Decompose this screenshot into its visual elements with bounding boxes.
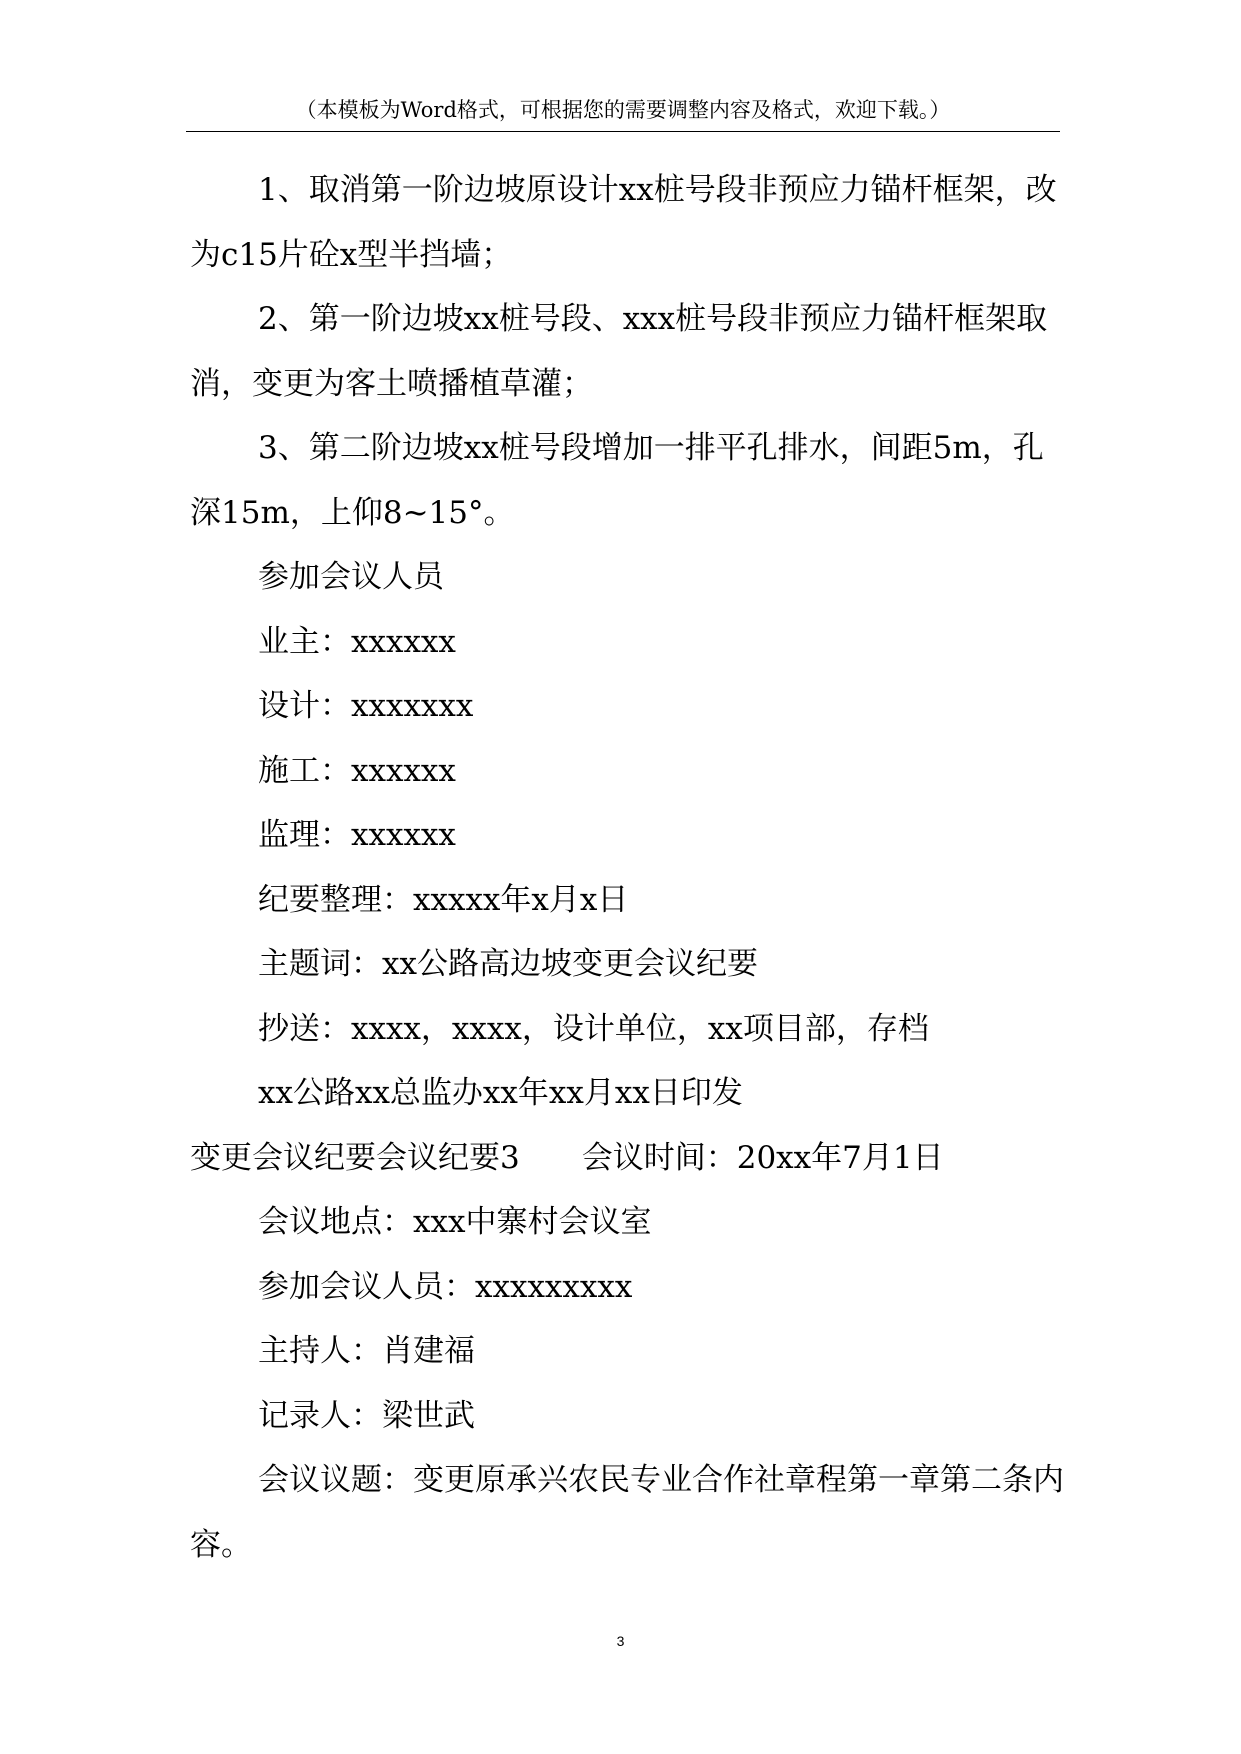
- meeting-location: 会议地点：xxx中寨村会议室: [258, 1204, 652, 1240]
- meeting-attendees: 参加会议人员：xxxxxxxxx: [258, 1268, 633, 1305]
- paragraph-item-2: 2、第一阶边坡xx桩号段、xxx桩号段非预应力锚杆框架取消，变更为客土喷播植草灌；: [190, 301, 1048, 402]
- meeting-topic: 会议议题：变更原承兴农民专业合作社章程第一章第二条内容。: [190, 1462, 1064, 1563]
- attendee-construction: 施工：xxxxxx: [258, 752, 456, 789]
- header-divider: [186, 131, 1060, 132]
- attendee-design: 设计：xxxxxxx: [258, 688, 474, 724]
- attendee-supervision: 监理：xxxxxx: [258, 817, 456, 853]
- carbon-copy: 抄送：xxxx，xxxx，设计单位，xx项目部，存档: [258, 1010, 929, 1047]
- page-number: 3: [616, 1633, 625, 1649]
- document-body: [190, 158, 1070, 1577]
- issued-by: xx公路xx总监办xx年xx月xx日印发: [258, 1075, 743, 1111]
- meeting-recorder: 记录人：梁世武: [258, 1397, 475, 1434]
- subject-keywords: 主题词：xx公路高边坡变更会议纪要: [258, 946, 758, 982]
- meeting-host: 主持人：肖建福: [258, 1333, 475, 1369]
- minutes-compiled-date: 纪要整理：xxxxx年x月x日: [258, 881, 629, 918]
- paragraph-item-3: 3、第二阶边坡xx桩号段增加一排平孔排水，间距5m，孔深15m，上仰8~15°。: [190, 430, 1044, 531]
- attendees-heading: 参加会议人员: [258, 559, 444, 595]
- page-header-note: （本模板为Word格式，可根据您的需要调整内容及格式，欢迎下载。）: [295, 98, 951, 122]
- attendee-owner: 业主：xxxxxx: [258, 623, 456, 660]
- paragraph-item-1: 1、取消第一阶边坡原设计xx桩号段非预应力锚杆框架，改为c15片砼x型半挡墙；: [190, 172, 1057, 273]
- meeting-3-title-and-time: 变更会议纪要会议纪要3 会议时间：20xx年7月1日: [190, 1139, 944, 1176]
